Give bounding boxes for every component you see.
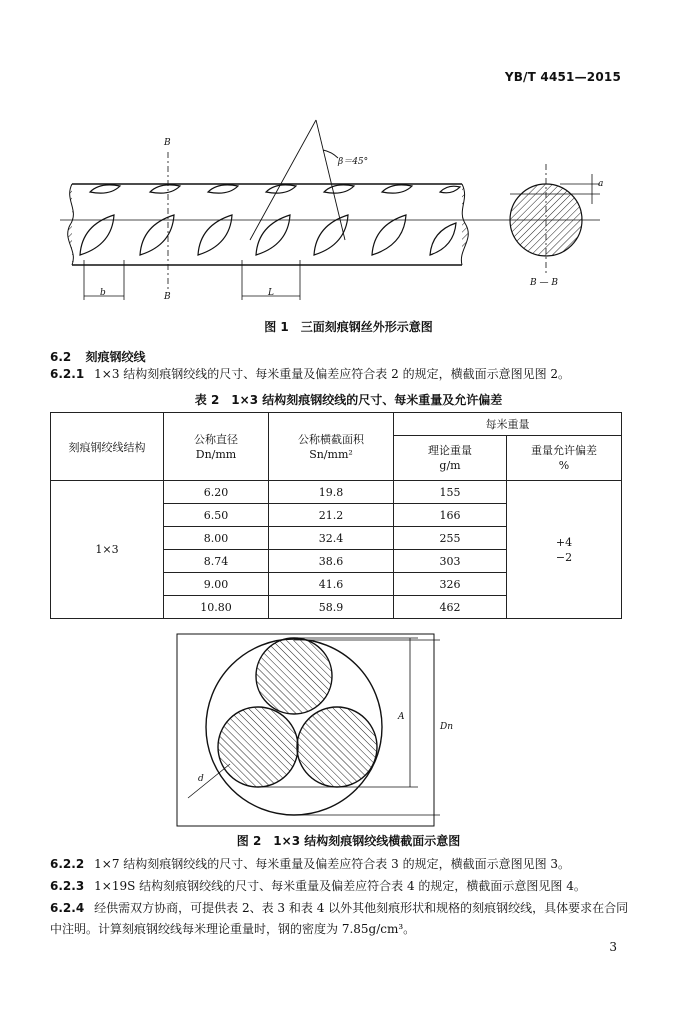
diameter-cell: 9.00: [164, 573, 269, 596]
weight-cell: 326: [394, 573, 507, 596]
section-view-label: B — B: [530, 278, 558, 288]
paragraph-number: 6.2.2: [50, 857, 85, 871]
tolerance-minus: −2: [555, 550, 573, 564]
area-cell: 38.6: [269, 550, 394, 573]
diameter-cell: 6.20: [164, 481, 269, 504]
tolerance-plus: +4: [555, 535, 573, 549]
paragraph-6-2-1: [50, 364, 640, 385]
section-mark-bottom: B: [164, 292, 171, 302]
table-2-caption: 表 2 1×3 结构刻痕钢绞线的尺寸、每米重量及允许偏差: [194, 393, 503, 407]
header-area-name: 公称横截面积: [298, 432, 364, 446]
weight-cell: 255: [394, 527, 507, 550]
dim-Dn-label: Dn: [440, 722, 454, 732]
figure-2-caption: 图 2 1×3 结构刻痕钢绞线横截面示意图: [236, 834, 461, 848]
weight-cell: 303: [394, 550, 507, 573]
paragraph-number: 6.2.3: [50, 879, 85, 893]
weight-cell: 166: [394, 504, 507, 527]
section-number: 6.2: [50, 350, 72, 364]
header-area: [269, 413, 394, 481]
diameter-cell: 10.80: [164, 596, 269, 619]
section-heading: [50, 348, 145, 365]
area-cell: 21.2: [269, 504, 394, 527]
paragraph-text: 1×3 结构刻痕钢绞线的尺寸、每米重量及偏差应符合表 2 的规定，横截面示意图见图 2。: [94, 367, 571, 381]
header-diameter: [164, 413, 269, 481]
dim-L-label: L: [268, 288, 274, 298]
weight-cell: 155: [394, 481, 507, 504]
structure-cell: 1×3: [51, 481, 164, 619]
paragraph-number: 6.2.1: [50, 367, 85, 381]
header-structure: 刻痕钢绞线结构: [51, 413, 164, 481]
area-cell: 32.4: [269, 527, 394, 550]
area-cell: 58.9: [269, 596, 394, 619]
diameter-cell: 6.50: [164, 504, 269, 527]
angle-beta-label: β＝45°: [338, 157, 369, 167]
paragraph-number: 6.2.4: [50, 901, 85, 915]
header-diameter-name: 公称直径: [194, 432, 238, 446]
header-per-meter: 每米重量: [394, 413, 622, 436]
paragraph-text: 经供需双方协商，可提供表 2、表 3 和表 4 以外其他刻痕形状和规格的刻痕钢绞线，具体要求在合同中注明。计算刻痕钢绞线每米理论重量时，钢的密度为 7.85g/cm³。: [50, 901, 629, 936]
paragraph-6-2-2: [50, 854, 640, 875]
paragraph-text: 1×7 结构刻痕钢绞线的尺寸、每米重量及偏差应符合表 3 的规定，横截面示意图见图 3。: [94, 857, 571, 871]
tolerance-cell: [507, 481, 622, 619]
dim-d-label: d: [198, 774, 204, 784]
diameter-cell: 8.74: [164, 550, 269, 573]
dim-A-label: A: [398, 712, 405, 722]
header-theory-weight: [394, 436, 507, 481]
table-2: [50, 412, 622, 619]
paragraph-text: 1×19S 结构刻痕钢绞线的尺寸、每米重量及偏差应符合表 4 的规定，横截面示意图见图 4。: [94, 879, 586, 893]
paragraph-6-2-4: [50, 898, 640, 940]
area-cell: 41.6: [269, 573, 394, 596]
header-diameter-unit: Dn/mm: [195, 447, 237, 461]
paragraph-6-2-3: [50, 876, 640, 897]
figure-2-drawing: [0, 630, 697, 830]
table-row: [51, 481, 622, 504]
section-title: 刻痕钢绞线: [85, 350, 146, 364]
header-tolerance-name: 重量允许偏差: [531, 444, 597, 457]
figure-1-caption: 图 1 三面刻痕钢丝外形示意图: [264, 320, 433, 334]
header-tolerance-unit: %: [558, 459, 570, 472]
header-area-unit: Sn/mm²: [309, 447, 353, 461]
header-theory-unit: g/m: [439, 459, 461, 472]
dim-b-label: b: [100, 288, 106, 298]
standard-code: YB/T 4451—2015: [504, 70, 621, 84]
area-cell: 19.8: [269, 481, 394, 504]
diameter-cell: 8.00: [164, 527, 269, 550]
page-number: 3: [609, 940, 617, 954]
weight-cell: 462: [394, 596, 507, 619]
section-mark-top: B: [164, 138, 171, 148]
header-tolerance: [507, 436, 622, 481]
dim-a-label: a: [598, 179, 604, 189]
header-theory-name: 理论重量: [428, 444, 472, 457]
